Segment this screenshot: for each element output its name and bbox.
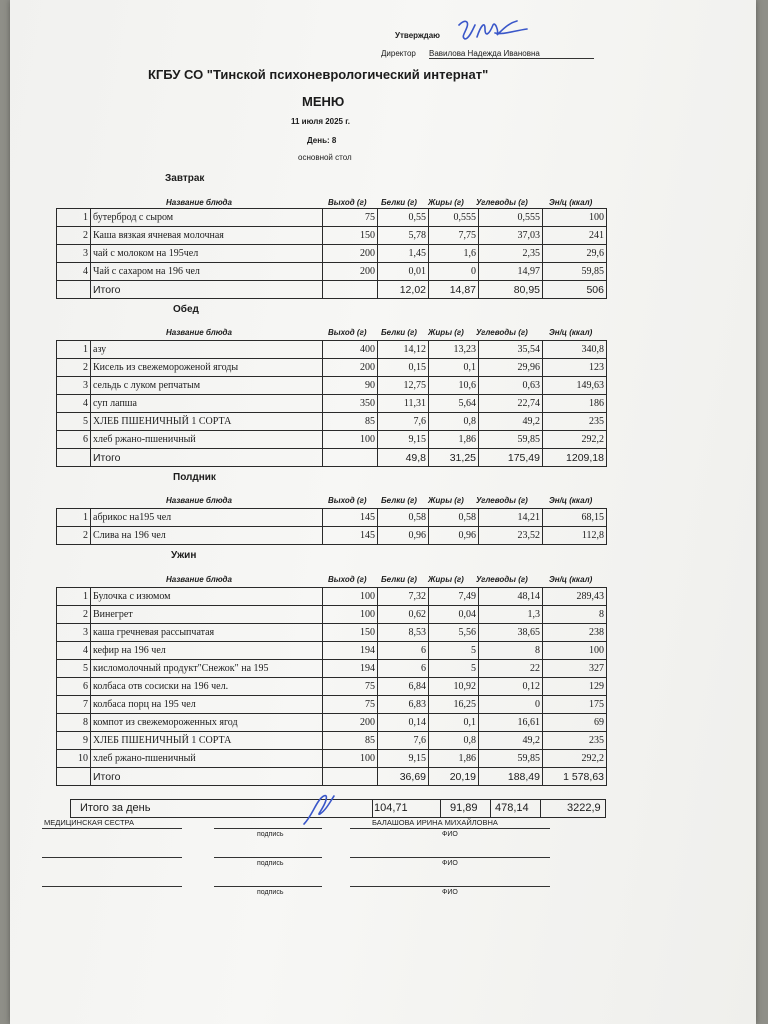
col-fat: Жиры (г) [428, 575, 464, 584]
protein-value: 0,15 [378, 359, 429, 377]
carbs-value: 1,3 [479, 606, 543, 624]
protein-value: 11,31 [378, 395, 429, 413]
carbs-value: 2,35 [479, 245, 543, 263]
fat-value: 0,8 [429, 732, 479, 750]
fat-value: 0,555 [429, 209, 479, 227]
carbs-value: 49,2 [479, 732, 543, 750]
table-row [57, 245, 607, 263]
total-protein: 36,69 [378, 768, 429, 786]
col-yield: Выход (г) [328, 198, 367, 207]
yield-value: 350 [323, 395, 378, 413]
yield-value: 200 [323, 359, 378, 377]
table-row [57, 377, 607, 395]
dish-name: суп лапша [91, 395, 323, 413]
signature-line [214, 828, 322, 829]
table-row [57, 509, 607, 527]
table-row [57, 413, 607, 431]
total-row [57, 449, 607, 467]
dish-name: Чай с сахаром на 196 чел [91, 263, 323, 281]
section-title-dinner: Ужин [171, 550, 197, 561]
page-title: МЕНЮ [302, 94, 345, 109]
snack-table [56, 508, 607, 545]
energy-value: 68,15 [543, 509, 607, 527]
row-number: 2 [57, 527, 91, 545]
col-dish: Название блюда [166, 575, 232, 584]
row-number: 4 [57, 395, 91, 413]
table-row [57, 642, 607, 660]
total-energy: 1 578,63 [543, 768, 607, 786]
organization-title: КГБУ СО "Тинской психоневрологический интернат" [148, 67, 489, 82]
total-label: Итого [91, 768, 323, 786]
fat-value: 0,04 [429, 606, 479, 624]
yield-value: 100 [323, 588, 378, 606]
carbs-value: 49,2 [479, 413, 543, 431]
fat-value: 0,1 [429, 714, 479, 732]
dish-name: кефир на 196 чел [91, 642, 323, 660]
energy-value: 8 [543, 606, 607, 624]
energy-value: 129 [543, 678, 607, 696]
carbs-value: 8 [479, 642, 543, 660]
col-dish: Название блюда [166, 496, 232, 505]
row-number: 8 [57, 714, 91, 732]
col-carbs: Углеводы (г) [476, 198, 528, 207]
energy-value: 69 [543, 714, 607, 732]
total-fat: 14,87 [429, 281, 479, 299]
fat-value: 1,86 [429, 431, 479, 449]
section-title-breakfast: Завтрак [165, 173, 205, 184]
fat-value: 0,58 [429, 509, 479, 527]
table-row [57, 732, 607, 750]
day-total-energy: 3222,9 [567, 802, 601, 814]
col-protein: Белки (г) [381, 328, 417, 337]
row-number: 1 [57, 588, 91, 606]
energy-value: 175 [543, 696, 607, 714]
fio-caption: ФИО [442, 831, 458, 838]
col-protein: Белки (г) [381, 198, 417, 207]
row-number: 5 [57, 413, 91, 431]
protein-value: 0,14 [378, 714, 429, 732]
dinner-table [56, 587, 607, 786]
table-row [57, 527, 607, 545]
row-number: 4 [57, 642, 91, 660]
column-header-row [56, 495, 606, 507]
nurse-signature [300, 788, 340, 828]
carbs-value: 0,12 [479, 678, 543, 696]
table-row [57, 606, 607, 624]
total-carbs: 175,49 [479, 449, 543, 467]
total-energy: 506 [543, 281, 607, 299]
carbs-value: 16,61 [479, 714, 543, 732]
yield-value: 200 [323, 714, 378, 732]
dish-name: Каша вязкая ячневая молочная [91, 227, 323, 245]
table-row [57, 359, 607, 377]
energy-value: 149,63 [543, 377, 607, 395]
fat-value: 5,56 [429, 624, 479, 642]
energy-value: 59,85 [543, 263, 607, 281]
energy-value: 238 [543, 624, 607, 642]
sign-caption: подпись [257, 860, 284, 867]
yield-value: 400 [323, 341, 378, 359]
carbs-value: 35,54 [479, 341, 543, 359]
table-row [57, 714, 607, 732]
signature-line [42, 828, 182, 829]
table-row [57, 588, 607, 606]
col-yield: Выход (г) [328, 575, 367, 584]
energy-value: 327 [543, 660, 607, 678]
protein-value: 6,84 [378, 678, 429, 696]
carbs-value: 0 [479, 696, 543, 714]
section-title-lunch: Обед [173, 304, 199, 315]
protein-value: 0,01 [378, 263, 429, 281]
yield-value: 200 [323, 245, 378, 263]
director-name: Вавилова Надежда Ивановна [429, 49, 594, 59]
section-title-snack: Полдник [173, 472, 216, 483]
dish-name: ХЛЕБ ПШЕНИЧНЫЙ 1 СОРТА [91, 732, 323, 750]
menu-day: День: 8 [307, 136, 337, 145]
table-row [57, 624, 607, 642]
fat-value: 0,1 [429, 359, 479, 377]
dish-name: кисломолочный продукт"Снежок" на 195 [91, 660, 323, 678]
col-protein: Белки (г) [381, 496, 417, 505]
dish-name: компот из свежемороженных ягод [91, 714, 323, 732]
total-protein: 49,8 [378, 449, 429, 467]
row-number: 1 [57, 341, 91, 359]
menu-date: 11 июля 2025 г. [291, 117, 350, 126]
protein-value: 1,45 [378, 245, 429, 263]
row-number: 7 [57, 696, 91, 714]
protein-value: 0,58 [378, 509, 429, 527]
day-total-carbs: 478,14 [495, 802, 529, 814]
carbs-value: 38,65 [479, 624, 543, 642]
total-carbs: 188,49 [479, 768, 543, 786]
yield-value: 85 [323, 413, 378, 431]
table-row [57, 660, 607, 678]
carbs-value: 0,555 [479, 209, 543, 227]
total-carbs: 80,95 [479, 281, 543, 299]
row-number: 4 [57, 263, 91, 281]
energy-value: 241 [543, 227, 607, 245]
dish-name: ХЛЕБ ПШЕНИЧНЫЙ 1 СОРТА [91, 413, 323, 431]
yield-value: 100 [323, 606, 378, 624]
day-total-protein: 104,71 [374, 802, 408, 814]
fat-value: 16,25 [429, 696, 479, 714]
protein-value: 6,83 [378, 696, 429, 714]
row-number: 10 [57, 750, 91, 768]
yield-value: 75 [323, 209, 378, 227]
table-row [57, 395, 607, 413]
row-number: 6 [57, 431, 91, 449]
signature-line [42, 886, 182, 887]
energy-value: 340,8 [543, 341, 607, 359]
dish-name: сельдь с луком репчатым [91, 377, 323, 395]
col-protein: Белки (г) [381, 575, 417, 584]
carbs-value: 0,63 [479, 377, 543, 395]
approve-label: Утверждаю [395, 31, 440, 40]
carbs-value: 22,74 [479, 395, 543, 413]
protein-value: 0,55 [378, 209, 429, 227]
yield-value: 100 [323, 750, 378, 768]
energy-value: 289,43 [543, 588, 607, 606]
dish-name: хлеб ржано-пшеничный [91, 431, 323, 449]
col-carbs: Углеводы (г) [476, 575, 528, 584]
col-energy: Эн/ц (ккал) [549, 496, 593, 505]
total-fat: 31,25 [429, 449, 479, 467]
fat-value: 7,75 [429, 227, 479, 245]
yield-value: 85 [323, 732, 378, 750]
table-row [57, 431, 607, 449]
total-fat: 20,19 [429, 768, 479, 786]
total-energy: 1209,18 [543, 449, 607, 467]
protein-value: 12,75 [378, 377, 429, 395]
protein-value: 7,32 [378, 588, 429, 606]
energy-value: 235 [543, 732, 607, 750]
day-total-fat: 91,89 [450, 802, 478, 814]
protein-value: 7,6 [378, 732, 429, 750]
protein-value: 6 [378, 642, 429, 660]
yield-value: 75 [323, 696, 378, 714]
yield-value: 194 [323, 642, 378, 660]
row-number: 3 [57, 245, 91, 263]
fat-value: 0,8 [429, 413, 479, 431]
day-total-label: Итого за день [80, 802, 151, 814]
dish-name: бутерброд с сыром [91, 209, 323, 227]
row-number: 1 [57, 509, 91, 527]
dish-name: Винегрет [91, 606, 323, 624]
row-number: 1 [57, 209, 91, 227]
protein-value: 14,12 [378, 341, 429, 359]
col-energy: Эн/ц (ккал) [549, 198, 593, 207]
carbs-value: 48,14 [479, 588, 543, 606]
col-carbs: Углеводы (г) [476, 496, 528, 505]
yield-value: 150 [323, 227, 378, 245]
col-fat: Жиры (г) [428, 328, 464, 337]
signature-line [214, 857, 322, 858]
yield-value: 75 [323, 678, 378, 696]
signature-line [42, 857, 182, 858]
protein-value: 8,53 [378, 624, 429, 642]
yield-value: 150 [323, 624, 378, 642]
table-row [57, 750, 607, 768]
yield-value: 145 [323, 509, 378, 527]
row-number: 6 [57, 678, 91, 696]
col-yield: Выход (г) [328, 328, 367, 337]
protein-value: 7,6 [378, 413, 429, 431]
row-number: 5 [57, 660, 91, 678]
col-dish: Название блюда [166, 198, 232, 207]
fio-caption: ФИО [442, 889, 458, 896]
carbs-value: 29,96 [479, 359, 543, 377]
protein-value: 5,78 [378, 227, 429, 245]
table-row [57, 678, 607, 696]
energy-value: 186 [543, 395, 607, 413]
nurse-name: БАЛАШОВА ИРИНА МИХАЙЛОВНА [372, 818, 498, 827]
total-label: Итого [91, 449, 323, 467]
row-number: 9 [57, 732, 91, 750]
energy-value: 100 [543, 642, 607, 660]
fat-value: 5 [429, 642, 479, 660]
director-signature [455, 15, 535, 51]
col-fat: Жиры (г) [428, 496, 464, 505]
fat-value: 1,6 [429, 245, 479, 263]
dish-name: азу [91, 341, 323, 359]
yield-value: 145 [323, 527, 378, 545]
fio-caption: ФИО [442, 860, 458, 867]
table-row [57, 263, 607, 281]
row-number: 3 [57, 624, 91, 642]
carbs-value: 23,52 [479, 527, 543, 545]
table-row [57, 209, 607, 227]
dish-name: Булочка с изюмом [91, 588, 323, 606]
fat-value: 5,64 [429, 395, 479, 413]
carbs-value: 59,85 [479, 431, 543, 449]
total-row [57, 281, 607, 299]
total-row [57, 768, 607, 786]
energy-value: 112,8 [543, 527, 607, 545]
total-label: Итого [91, 281, 323, 299]
sign-caption: подпись [257, 889, 284, 896]
protein-value: 0,62 [378, 606, 429, 624]
signature-line [350, 828, 550, 829]
dish-name: чай с молоком на 195чел [91, 245, 323, 263]
protein-value: 0,96 [378, 527, 429, 545]
energy-value: 100 [543, 209, 607, 227]
column-header-row [56, 574, 606, 586]
yield-value: 100 [323, 431, 378, 449]
energy-value: 292,2 [543, 750, 607, 768]
lunch-table [56, 340, 607, 467]
table-row [57, 696, 607, 714]
energy-value: 292,2 [543, 431, 607, 449]
fat-value: 13,23 [429, 341, 479, 359]
col-carbs: Углеводы (г) [476, 328, 528, 337]
carbs-value: 14,97 [479, 263, 543, 281]
table-type: основной стол [298, 153, 352, 162]
col-fat: Жиры (г) [428, 198, 464, 207]
col-energy: Эн/ц (ккал) [549, 328, 593, 337]
table-row [57, 341, 607, 359]
col-energy: Эн/ц (ккал) [549, 575, 593, 584]
yield-value: 200 [323, 263, 378, 281]
total-protein: 12,02 [378, 281, 429, 299]
energy-value: 29,6 [543, 245, 607, 263]
nurse-label: МЕДИЦИНСКАЯ СЕСТРА [44, 818, 135, 827]
dish-name: колбаса порц на 195 чел [91, 696, 323, 714]
fat-value: 1,86 [429, 750, 479, 768]
row-number: 2 [57, 227, 91, 245]
energy-value: 123 [543, 359, 607, 377]
fat-value: 0,96 [429, 527, 479, 545]
carbs-value: 59,85 [479, 750, 543, 768]
fat-value: 0 [429, 263, 479, 281]
breakfast-table [56, 208, 607, 299]
fat-value: 10,92 [429, 678, 479, 696]
carbs-value: 14,21 [479, 509, 543, 527]
row-number: 2 [57, 359, 91, 377]
carbs-value: 22 [479, 660, 543, 678]
protein-value: 6 [378, 660, 429, 678]
protein-value: 9,15 [378, 431, 429, 449]
signature-line [350, 886, 550, 887]
dish-name: Кисель из свежемороженой ягоды [91, 359, 323, 377]
director-label: Директор [381, 49, 416, 58]
col-yield: Выход (г) [328, 496, 367, 505]
fat-value: 7,49 [429, 588, 479, 606]
yield-value: 194 [323, 660, 378, 678]
protein-value: 9,15 [378, 750, 429, 768]
row-number: 2 [57, 606, 91, 624]
dish-name: колбаса отв сосиски на 196 чел. [91, 678, 323, 696]
carbs-value: 37,03 [479, 227, 543, 245]
dish-name: абрикос на195 чел [91, 509, 323, 527]
signature-line [214, 886, 322, 887]
fat-value: 5 [429, 660, 479, 678]
sign-caption: подпись [257, 831, 284, 838]
dish-name: хлеб ржано-пшеничный [91, 750, 323, 768]
row-number: 3 [57, 377, 91, 395]
table-row [57, 227, 607, 245]
energy-value: 235 [543, 413, 607, 431]
column-header-row [56, 327, 606, 339]
dish-name: каша гречневая рассыпчатая [91, 624, 323, 642]
yield-value: 90 [323, 377, 378, 395]
dish-name: Слива на 196 чел [91, 527, 323, 545]
col-dish: Название блюда [166, 328, 232, 337]
fat-value: 10,6 [429, 377, 479, 395]
signature-line [350, 857, 550, 858]
